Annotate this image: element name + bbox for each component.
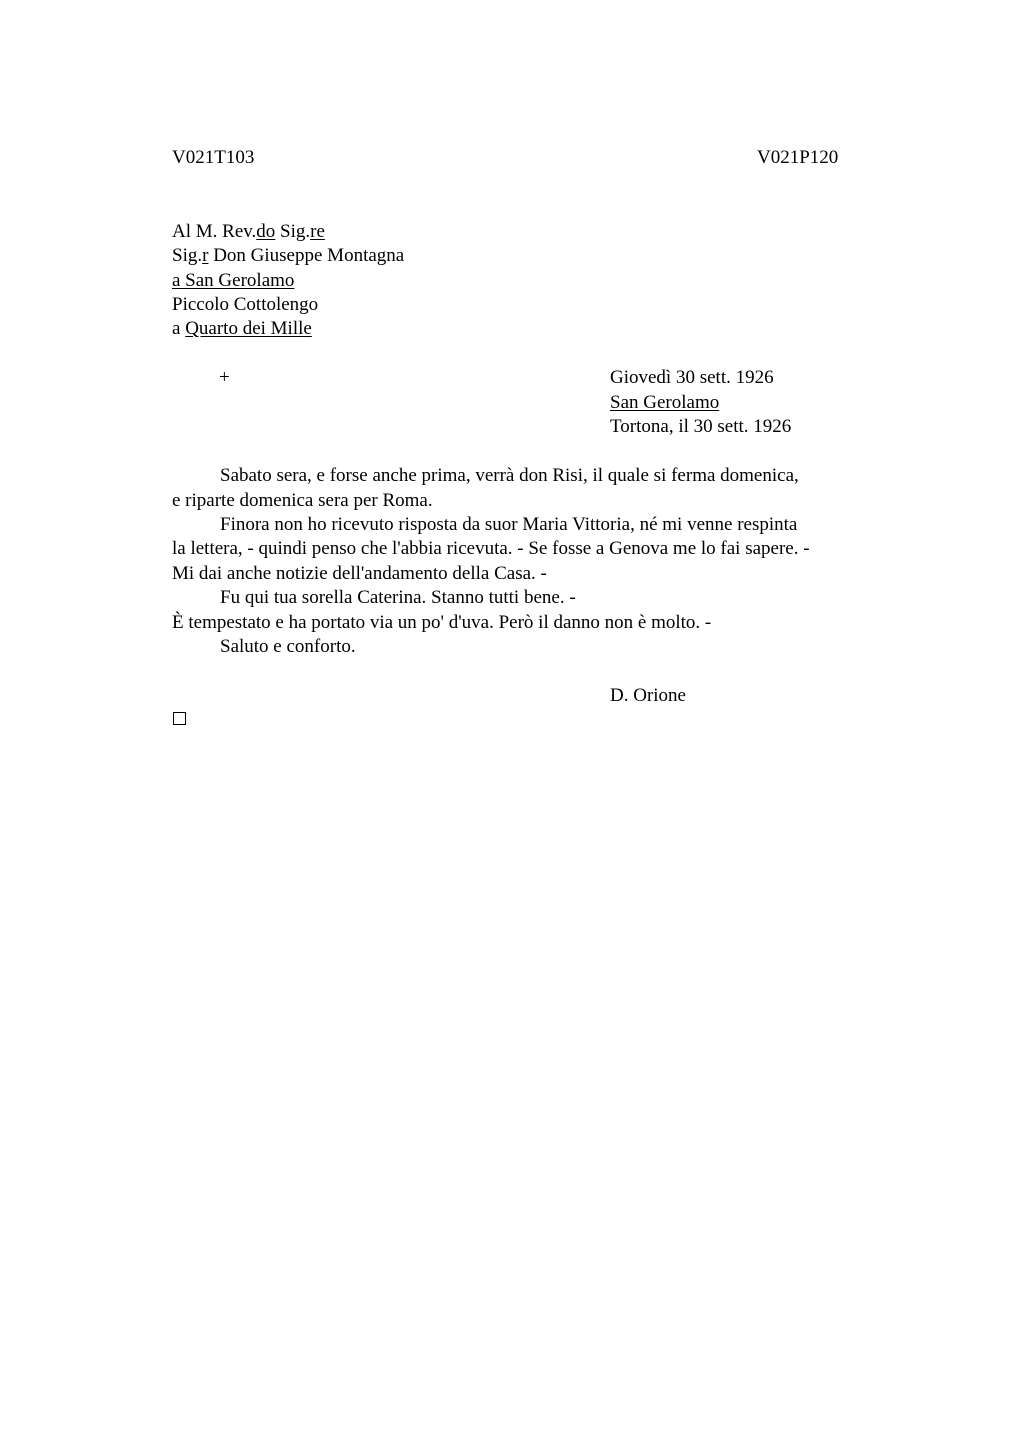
- paragraph-5: Saluto e conforto.: [220, 636, 356, 657]
- paragraph-2-line-2: la lettera, - quindi penso che l'abbia ricevuta. - Se fosse a Genova me lo fai sapere. -: [172, 538, 810, 559]
- paragraph-1-line-1: Sabato sera, e forse anche prima, verrà don Risi, il quale si ferma domenica,: [220, 465, 799, 486]
- paragraph-1-line-2: e riparte domenica sera per Roma.: [172, 490, 433, 511]
- address-line-5: a Quarto dei Mille: [172, 318, 312, 339]
- address-line-2: Sig.r Don Giuseppe Montagna: [172, 245, 405, 266]
- paragraph-4: È tempestato e ha portato via un po' d'uva. Però il danno non è molto. -: [172, 612, 712, 633]
- address-line-3: a San Gerolamo: [172, 270, 295, 291]
- dateline-line-2: San Gerolamo: [610, 392, 720, 413]
- cross-mark: +: [219, 367, 230, 388]
- address-line-4: Piccolo Cottolengo: [172, 294, 319, 315]
- paragraph-3: Fu qui tua sorella Caterina. Stanno tutti bene. -: [220, 587, 576, 608]
- dateline-line-1: Giovedì 30 sett. 1926: [610, 367, 774, 388]
- document-code-right: V021P120: [757, 147, 839, 168]
- document-code-left: V021T103: [172, 147, 255, 168]
- paragraph-2-line-1: Finora non ho ricevuto risposta da suor Maria Vittoria, né mi venne respinta: [220, 514, 798, 535]
- paragraph-2-line-3: Mi dai anche notizie dell'andamento della Casa. -: [172, 563, 547, 584]
- end-box-icon: [173, 712, 186, 725]
- address-line-1: Al M. Rev.do Sig.re: [172, 221, 325, 242]
- signature: D. Orione: [610, 685, 686, 706]
- dateline-line-3: Tortona, il 30 sett. 1926: [610, 416, 792, 437]
